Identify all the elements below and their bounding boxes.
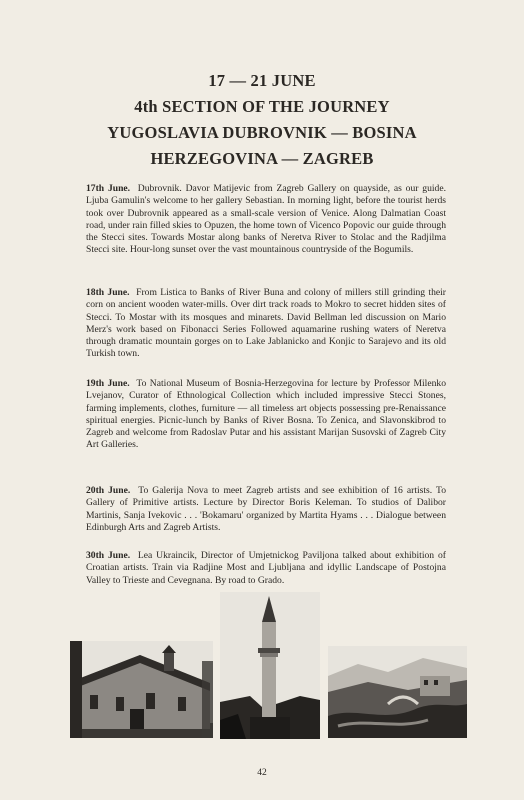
entry-date: 18th June. <box>86 287 130 298</box>
entry-text: From Listica to Banks of River Buna and colony of millers still grinding their corn on ancient wooden water-mills. Over dirt track roads to Mokro to secret hidden sites of Stecci. To Mostar with its mosques and minarets. David Bellman led discussion on Mario Merz's work based on Fibonacci Series Followed aquamarine rushing waters of Neretva through dramatic mountain gorges on to Lake Jablanicko and Konjic to Sarajevo and its old Turkish town. <box>86 287 446 360</box>
entry-17th-june <box>86 183 446 257</box>
entry-date: 30th June. <box>86 550 131 561</box>
heading-route-line-2: HERZEGOVINA — ZAGREB <box>150 149 374 168</box>
entry-text: To National Museum of Bosnia-Herzegovina for lecture by Professor Milenko Lvejanov, Curator of Ethnological Collection which included impressive Stecci Stones, farming implements, clothes, furniture — all timeless art objects possessing pre-Renaissance spiritual energies. Picnic-lunch by Banks of River Bosna. To Zenica, and Slavonskibrod to Zagreb and welcome from Radoslav Putar and his assistant Marijan Susovski of Zagreb City Art Galleries. <box>86 378 446 451</box>
entry-30th-june <box>86 550 446 587</box>
heading-route-line-1: YUGOSLAVIA DUBROVNIK — BOSINA <box>107 123 417 142</box>
heading-block <box>0 68 524 172</box>
entry-20th-june <box>86 485 446 534</box>
heading-section: 4th SECTION OF THE JOURNEY <box>134 97 390 116</box>
entry-date: 20th June. <box>86 485 131 496</box>
entry-18th-june <box>86 287 446 361</box>
heading-dates: 17 — 21 JUNE <box>208 71 316 90</box>
entry-date: 17th June. <box>86 183 131 194</box>
page-number: 42 <box>257 768 267 778</box>
entry-text: Lea Ukraincik, Director of Umjetnickog Paviljona talked about exhibition of Croatian artists. Train via Radjine Most and Ljubljana and idyllic Landscape of Postojna Valley to Trieste and Cevegnana. By road to Grado. <box>86 550 446 586</box>
photo-minaret <box>220 592 320 739</box>
entry-19th-june <box>86 378 446 452</box>
entry-date: 19th June. <box>86 378 130 389</box>
photo-river-landscape <box>328 646 467 738</box>
photo-stone-church <box>70 641 213 738</box>
entry-text: Dubrovnik. Davor Matijevic from Zagreb Gallery on quayside, as our guide. Ljuba Gamulin's welcome to her gallery Sebastian. In morning light, before the tourist herds took over Dubrovnik appeared as a small-scale version of Venice. Along Dalmatian Coast road, under rain filled skies to Opuzen, the home town of Vicenco Popovic our guide through the Stecci sites. Towards Mostar along banks of Neretva River to Stolac and the Radjilma Stecci site. Hour-long sunset over the vast mountainous countryside of the Bogumils. <box>86 183 446 256</box>
entry-text: To Galerija Nova to meet Zagreb artists and see exhibition of 16 artists. To Gallery of Primitive artists. Lecture by Director Boris Keleman. To studios of Dalibor Martinis, Sanja Ivekovic . . . 'Bokamaru' organized by Martita Hyams . . . Dialogue between Edinburgh Arts and Zagreb Artists. <box>86 485 447 533</box>
